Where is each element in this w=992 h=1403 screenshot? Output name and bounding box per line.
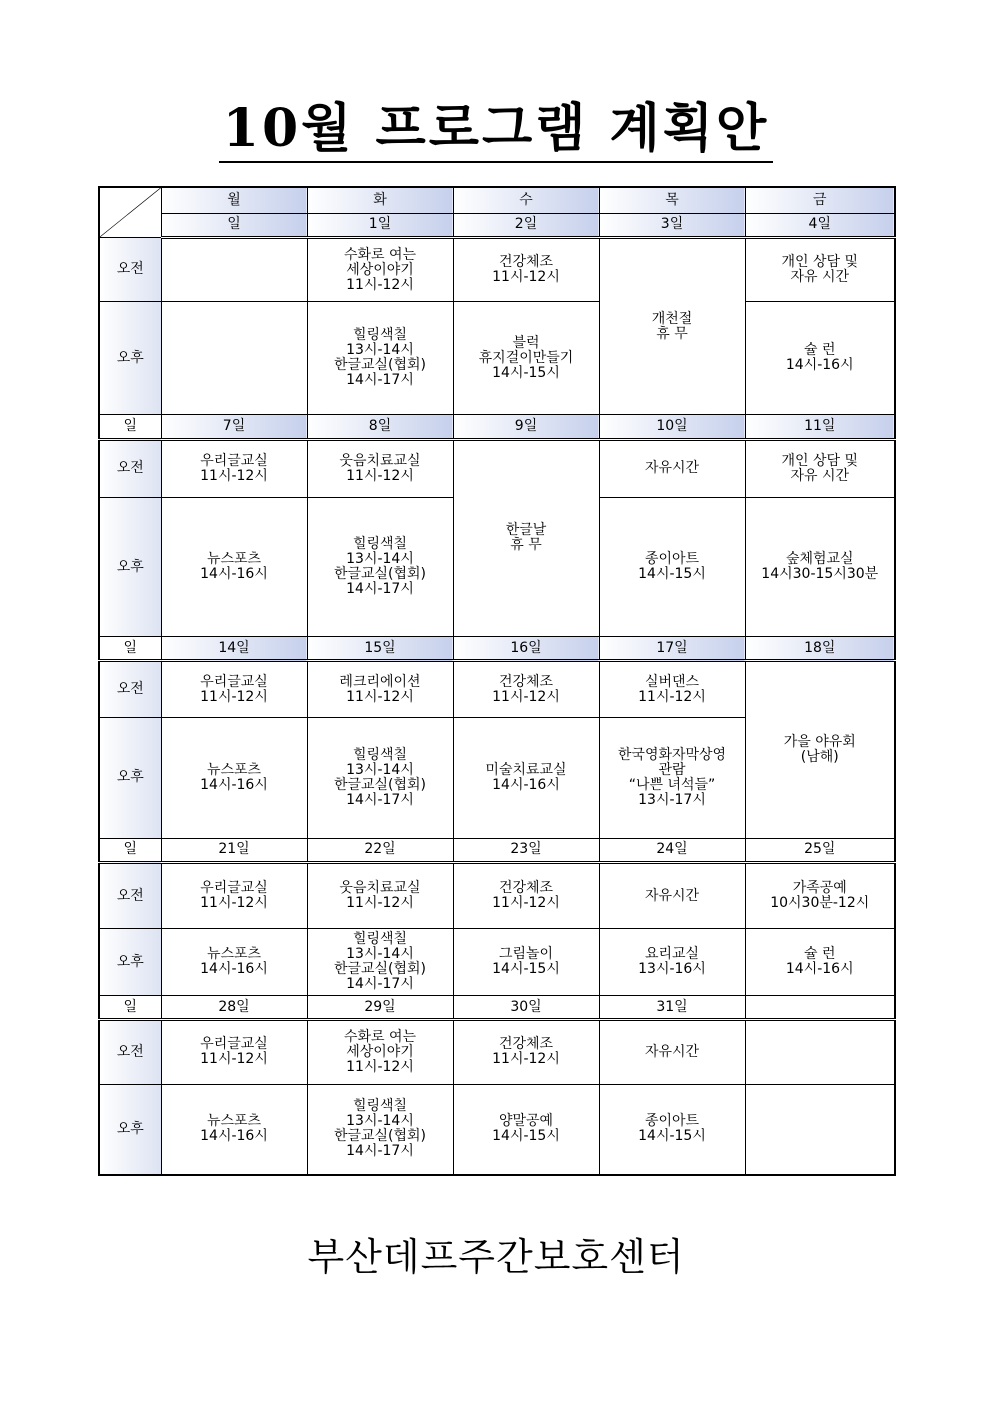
- cell-text-line: 14시-16시: [492, 776, 560, 793]
- program-cell: [745, 1084, 895, 1175]
- cell-text-line: 일: [227, 216, 241, 233]
- program-cell: [453, 717, 599, 838]
- cell-text-line: 11시-12시: [346, 467, 414, 484]
- cell-text-line: 양말공예: [498, 1113, 554, 1130]
- program-cell: [599, 497, 745, 636]
- program-cell: [161, 929, 307, 996]
- cell-text-line: 11시-12시: [346, 1058, 414, 1075]
- program-cell: [307, 862, 453, 929]
- cell-text-line: 14시-15시: [492, 1128, 560, 1145]
- date-cell: [453, 838, 599, 862]
- cell-text-line: 오전: [116, 887, 144, 904]
- date-cell: [453, 637, 599, 661]
- cell-text-line: 9일: [514, 417, 538, 434]
- pm-label: [99, 717, 161, 838]
- cell-text-line: 힐링색칠: [352, 746, 408, 763]
- cell-text-line: 자유시간: [644, 460, 700, 477]
- date-cell: [307, 637, 453, 661]
- cell-text-line: 28일: [218, 998, 250, 1015]
- cell-text-line: 오후: [116, 1120, 144, 1137]
- cell-text-line: 우리글교실: [200, 673, 268, 690]
- weekday-0: [161, 187, 307, 213]
- program-cell: [307, 1084, 453, 1175]
- date-cell: [453, 415, 599, 439]
- cell-text-line: 개인 상담 및: [781, 254, 859, 271]
- page-title-text: 10월 프로그램 계획안: [219, 98, 773, 163]
- cell-text-line: 14시-17시: [346, 976, 414, 993]
- date-cell: [745, 995, 895, 1019]
- cell-text-line: 금: [812, 191, 827, 208]
- program-cell: [599, 862, 745, 929]
- date-cell: [307, 838, 453, 862]
- program-cell: [745, 439, 895, 497]
- cell-text-line: 8일: [368, 417, 392, 434]
- cell-text-line: 휴 무: [510, 537, 542, 554]
- pm-label: [99, 1084, 161, 1175]
- program-cell: [161, 1084, 307, 1175]
- cell-text-line: 한글교실(협회): [333, 1128, 427, 1145]
- cell-text-line: 우리글교실: [200, 880, 268, 897]
- day-label: [99, 637, 161, 661]
- am-row: [99, 862, 895, 929]
- program-cell: [307, 661, 453, 717]
- program-cell: [307, 237, 453, 302]
- cell-text-line: 14시-15시: [492, 364, 560, 381]
- cell-text-line: 레크리에이션: [339, 673, 421, 690]
- cell-text-line: 11시-12시: [200, 688, 268, 705]
- program-cell: [453, 862, 599, 929]
- cell-text-line: 자유시간: [644, 887, 700, 904]
- date-cell: [161, 637, 307, 661]
- pm-row: [99, 302, 895, 415]
- program-cell: [599, 1084, 745, 1175]
- page-title: [0, 86, 992, 161]
- cell-text-line: 14시-15시: [492, 961, 560, 978]
- program-cell: [745, 302, 895, 415]
- date-cell: [307, 415, 453, 439]
- program-cell: [453, 237, 599, 302]
- date-cell: [161, 838, 307, 862]
- cell-text-line: 4일: [808, 216, 831, 233]
- cell-text-line: 웃음치료교실: [339, 880, 421, 897]
- cell-text-line: 일: [123, 639, 138, 656]
- cell-text-line: 한글교실(협회): [333, 776, 427, 793]
- cell-text-line: 개천절: [651, 310, 693, 327]
- cell-text-line: 요리교실: [644, 946, 700, 963]
- cell-text-line: 13시-14시: [346, 946, 414, 963]
- pm-row: [99, 929, 895, 996]
- cell-text-line: 블럭: [512, 334, 540, 351]
- cell-text-line: 13시-14시: [346, 1113, 414, 1130]
- am-row: [99, 1020, 895, 1085]
- date-cell: [745, 838, 895, 862]
- program-cell: [599, 1020, 745, 1085]
- cell-text-line: 개인 상담 및: [781, 452, 859, 469]
- program-cell: [453, 929, 599, 996]
- date-cell: [599, 637, 745, 661]
- cell-text-line: 건강체조: [498, 673, 554, 690]
- cell-text-line: 2일: [514, 216, 538, 233]
- cell-text-line: 11시-12시: [492, 895, 560, 912]
- cell-text-line: 14시-16시: [200, 1128, 268, 1145]
- cell-text-line: 한글교실(협회): [333, 357, 427, 374]
- cell-text-line: 14시-15시: [638, 1128, 706, 1145]
- cell-text-line: 11시-12시: [492, 269, 560, 286]
- cell-text-line: 한글날: [505, 522, 547, 539]
- cell-text-line: 뉴스포츠: [206, 946, 262, 963]
- cell-text-line: 가을 야유회: [783, 733, 856, 750]
- program-cell: [307, 1020, 453, 1085]
- program-cell: [161, 302, 307, 415]
- cell-text-line: 뉴스포츠: [206, 551, 262, 568]
- program-cell: [599, 929, 745, 996]
- cell-text-line: 14시-17시: [346, 1143, 414, 1160]
- cell-text-line: 한글교실(협회): [333, 566, 427, 583]
- merged-event-cell: [453, 439, 599, 637]
- cell-text-line: 미술치료교실: [485, 761, 567, 778]
- program-cell: [745, 862, 895, 929]
- cell-text-line: 14시-17시: [346, 372, 414, 389]
- cell-text-line: 11시-12시: [346, 688, 414, 705]
- cell-text-line: 11시-12시: [346, 895, 414, 912]
- date-cell: [745, 637, 895, 661]
- cell-text-line: 종이아트: [644, 551, 700, 568]
- cell-text-line: 11시-12시: [200, 895, 268, 912]
- cell-text-line: 7일: [222, 417, 246, 434]
- date-cell: [599, 213, 745, 237]
- cell-text-line: 월: [227, 191, 241, 208]
- cell-text-line: 14시-16시: [785, 357, 854, 374]
- date-cell: [599, 415, 745, 439]
- program-cell: [453, 1020, 599, 1085]
- cell-text-line: 15일: [364, 639, 396, 656]
- cell-text-line: 14시-16시: [200, 961, 268, 978]
- cell-text-line: 17일: [656, 639, 688, 656]
- weekday-header-row: [99, 187, 895, 213]
- cell-text-line: 휴 무: [656, 325, 688, 342]
- cell-text-line: 목: [665, 191, 679, 208]
- program-cell: [599, 439, 745, 497]
- program-cell: [161, 439, 307, 497]
- cell-text-line: 우리글교실: [200, 1036, 268, 1053]
- cell-text-line: 13시-14시: [346, 342, 414, 359]
- date-row: [99, 213, 895, 237]
- pm-label: [99, 302, 161, 415]
- cell-text-line: 오후: [116, 953, 144, 970]
- cell-text-line: 22일: [364, 841, 396, 858]
- pm-label: [99, 497, 161, 636]
- cell-text-line: 11시-12시: [492, 1051, 560, 1068]
- date-row: [99, 415, 895, 439]
- date-row: [99, 995, 895, 1019]
- program-cell: [307, 302, 453, 415]
- cell-text-line: 휴지걸이만들기: [478, 349, 574, 366]
- program-cell: [307, 929, 453, 996]
- cell-text-line: 힐링색칠: [352, 327, 408, 344]
- program-cell: [745, 1020, 895, 1085]
- cell-text-line: 오전: [116, 261, 144, 278]
- program-cell: [161, 862, 307, 929]
- date-row: [99, 637, 895, 661]
- cell-text-line: 우리글교실: [200, 452, 268, 469]
- cell-text-line: 10시30분-12시: [770, 895, 870, 912]
- cell-text-line: 3일: [660, 216, 684, 233]
- cell-text-line: 11일: [804, 417, 836, 434]
- cell-text-line: 10일: [656, 417, 688, 434]
- cell-text-line: (남해): [800, 748, 839, 765]
- cell-text-line: 힐링색칠: [352, 1098, 408, 1115]
- cell-text-line: 14시-16시: [200, 566, 268, 583]
- weekday-2: [453, 187, 599, 213]
- cell-text-line: 자유시간: [644, 1043, 700, 1060]
- cell-text-line: 실버댄스: [644, 673, 700, 690]
- date-row: [99, 838, 895, 862]
- cell-text-line: 일: [123, 998, 138, 1015]
- cell-text-line: 13시-16시: [638, 961, 706, 978]
- cell-text-line: 자유 시간: [790, 467, 850, 484]
- date-cell: [453, 995, 599, 1019]
- cell-text-line: 관람: [658, 761, 686, 778]
- cell-text-line: 오전: [116, 681, 144, 697]
- program-cell: [307, 439, 453, 497]
- cell-text-line: “나쁜 녀석들”: [628, 776, 716, 793]
- date-cell: [307, 213, 453, 237]
- cell-text-line: 오전: [116, 1043, 144, 1060]
- program-cell: [161, 497, 307, 636]
- cell-text-line: 뉴스포츠: [206, 761, 262, 778]
- program-cell: [161, 661, 307, 717]
- date-cell: [599, 838, 745, 862]
- cell-text-line: 11시-12시: [200, 1051, 268, 1068]
- cell-text-line: 한글교실(협회): [333, 961, 427, 978]
- program-cell: [599, 661, 745, 717]
- date-cell: [161, 995, 307, 1019]
- merged-event-cell: [599, 237, 745, 414]
- cell-text-line: 일: [123, 417, 138, 434]
- cell-text-line: 수화로 여는: [343, 1028, 417, 1045]
- am-row: [99, 439, 895, 497]
- cell-text-line: 13시-14시: [346, 551, 414, 568]
- cell-text-line: 24일: [656, 841, 688, 858]
- weekday-1: [307, 187, 453, 213]
- date-cell: [745, 415, 895, 439]
- am-label: [99, 237, 161, 302]
- cell-text-line: 세상이야기: [346, 1043, 414, 1060]
- cell-text-line: 11시-12시: [492, 688, 560, 705]
- program-schedule-table: [98, 186, 896, 1176]
- cell-text-line: 세상이야기: [346, 261, 414, 278]
- cell-text-line: 16일: [510, 639, 542, 656]
- program-cell: [599, 717, 745, 838]
- cell-text-line: 건강체조: [498, 880, 554, 897]
- cell-text-line: 수화로 여는: [343, 246, 417, 263]
- cell-text-line: 25일: [804, 841, 836, 858]
- date-cell: [161, 213, 307, 237]
- cell-text-line: 일: [123, 841, 138, 858]
- program-cell: [453, 1084, 599, 1175]
- corner-cell: [99, 187, 161, 237]
- cell-text-line: 14시-15시: [638, 566, 706, 583]
- cell-text-line: 14일: [218, 639, 250, 656]
- date-cell: [599, 995, 745, 1019]
- program-cell: [161, 237, 307, 302]
- cell-text-line: 그림놀이: [498, 946, 554, 963]
- program-cell: [745, 929, 895, 996]
- am-label: [99, 862, 161, 929]
- day-label: [99, 415, 161, 439]
- cell-text-line: 14시-17시: [346, 581, 414, 598]
- cell-text-line: 30일: [510, 998, 542, 1015]
- date-cell: [307, 995, 453, 1019]
- weekday-3: [599, 187, 745, 213]
- date-cell: [745, 213, 895, 237]
- corner-diagonal-line: [100, 188, 161, 237]
- date-cell: [161, 415, 307, 439]
- cell-text-line: 13시-17시: [638, 791, 706, 808]
- cell-text-line: 힐링색칠: [352, 931, 408, 948]
- cell-text-line: 건강체조: [498, 1036, 554, 1053]
- cell-text-line: 오후: [116, 769, 144, 786]
- cell-text-line: 가족공예: [792, 880, 847, 897]
- merged-event-cell: [745, 661, 895, 838]
- cell-text-line: 뉴스포츠: [206, 1113, 262, 1130]
- am-row: [99, 661, 895, 717]
- cell-text-line: 오후: [116, 558, 144, 575]
- program-cell: [161, 717, 307, 838]
- cell-text-line: 14시-16시: [785, 961, 854, 978]
- cell-text-line: 수: [519, 191, 533, 208]
- cell-text-line: 11시-12시: [200, 467, 268, 484]
- pm-label: [99, 929, 161, 996]
- day-label: [99, 995, 161, 1019]
- cell-text-line: 숲체험교실: [785, 551, 854, 568]
- cell-text-line: 14시-16시: [200, 776, 268, 793]
- day-label: [99, 838, 161, 862]
- cell-text-line: 종이아트: [644, 1113, 700, 1130]
- cell-text-line: 화: [373, 191, 387, 208]
- program-cell: [745, 237, 895, 302]
- program-cell: [453, 302, 599, 415]
- cell-text-line: 23일: [510, 841, 542, 858]
- cell-text-line: 31일: [656, 998, 688, 1015]
- cell-text-line: 11시-12시: [346, 276, 414, 293]
- pm-row: [99, 1084, 895, 1175]
- cell-text-line: 한국영화자막상영: [617, 746, 727, 763]
- cell-text-line: 14시30-15시30분: [761, 566, 879, 583]
- program-cell: [453, 661, 599, 717]
- date-cell: [453, 213, 599, 237]
- cell-text-line: 18일: [804, 639, 836, 656]
- cell-text-line: 건강체조: [498, 254, 554, 271]
- cell-text-line: 오전: [116, 460, 144, 477]
- cell-text-line: 14시-17시: [346, 791, 414, 808]
- cell-text-line: 11시-12시: [638, 688, 706, 705]
- am-label: [99, 1020, 161, 1085]
- program-cell: [745, 497, 895, 636]
- cell-text-line: 자유 시간: [790, 269, 850, 286]
- cell-text-line: 1일: [368, 216, 392, 233]
- am-label: [99, 439, 161, 497]
- cell-text-line: 힐링색칠: [352, 536, 408, 553]
- am-label: [99, 661, 161, 717]
- cell-text-line: 13시-14시: [346, 761, 414, 778]
- program-cell: [307, 717, 453, 838]
- program-cell: [161, 1020, 307, 1085]
- cell-text-line: 21일: [218, 841, 250, 858]
- program-cell: [307, 497, 453, 636]
- cell-text-line: 슐 런: [804, 342, 836, 359]
- cell-text-line: 웃음치료교실: [339, 452, 421, 469]
- cell-text-line: 오후: [116, 349, 144, 366]
- center-name: 부산데프주간보호센터: [307, 1235, 685, 1279]
- weekday-4: [745, 187, 895, 213]
- cell-text-line: 슐 런: [804, 946, 836, 963]
- cell-text-line: 29일: [364, 998, 396, 1015]
- am-row: [99, 237, 895, 302]
